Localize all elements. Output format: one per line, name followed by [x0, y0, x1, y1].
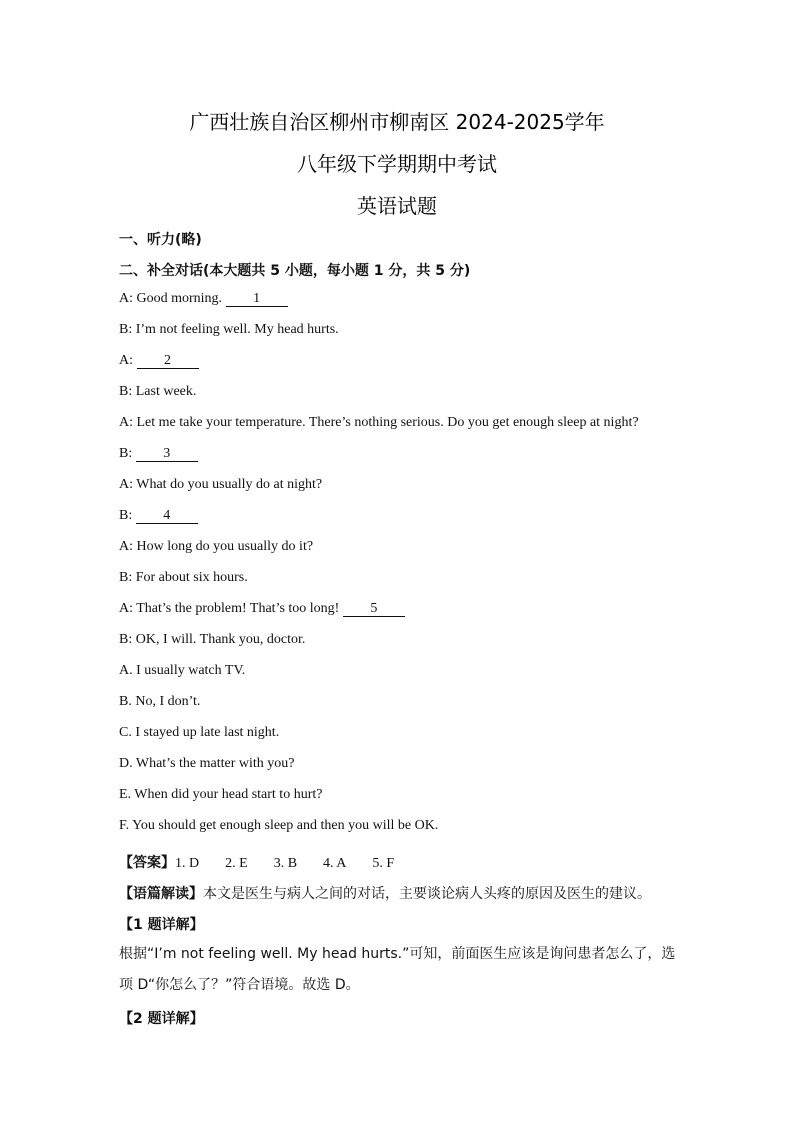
dialogue-line — [119, 384, 196, 400]
option-item: A. I usually watch TV. — [119, 663, 246, 678]
dialogue-speaker: A: — [119, 601, 137, 616]
dialogue-speaker: B: — [119, 446, 136, 461]
dialogue-text: OK, I will. Thank you, doctor. — [135, 632, 306, 647]
answer-item: 5. F — [372, 856, 395, 871]
answer-items — [175, 856, 420, 871]
answer-item: 4. A — [323, 856, 347, 871]
dialogue-text: How long do you usually do it? — [136, 539, 314, 554]
dialogue-line — [119, 632, 305, 648]
dialogue-line — [119, 353, 199, 369]
interpretation-text: 本文是医生与病人之间的对话，主要谈论病人头疼的原因及医生的建议。 — [203, 886, 651, 902]
dialogue-speaker: A: — [119, 477, 137, 492]
section-listening: 一、听力(略) — [119, 232, 202, 248]
answer-row — [119, 852, 420, 872]
dialogue-line — [119, 322, 339, 338]
dialogue-line — [119, 601, 405, 617]
dialogue-speaker: A: — [119, 353, 137, 368]
dialogue-line — [119, 570, 248, 586]
title-line-2: 八年级下学期期中考试 — [297, 152, 497, 176]
answer-item: 3. B — [273, 856, 298, 871]
answer-blank: 3 — [136, 446, 198, 462]
answer-item: 2. E — [225, 856, 248, 871]
dialogue-text: That’s the problem! That’s too long! — [136, 601, 343, 616]
q2-label: 【2 题详解】 — [119, 1011, 204, 1027]
dialogue-speaker: A: — [119, 415, 137, 430]
dialogue-text: Last week. — [135, 384, 197, 399]
dialogue-text: I’m not feeling well. My head hurts. — [135, 322, 339, 337]
answer-blank: 2 — [137, 353, 199, 369]
dialogue-speaker: B: — [119, 570, 136, 585]
dialogue-speaker: A: — [119, 539, 137, 554]
q1-label: 【1 题详解】 — [119, 917, 204, 933]
dialogue-line — [119, 291, 288, 307]
dialogue-speaker: B: — [119, 632, 136, 647]
option-item: C. I stayed up late last night. — [119, 725, 280, 740]
dialogue-line — [119, 446, 198, 462]
answer-item: 1. D — [175, 856, 200, 871]
answer-label: 【答案】 — [119, 855, 175, 871]
option-item: F. You should get enough sleep and then you will be OK. — [119, 818, 439, 833]
answer-blank: 5 — [343, 601, 405, 617]
dialogue-line — [119, 415, 639, 431]
answer-blank: 4 — [136, 508, 198, 524]
dialogue-text: For about six hours. — [135, 570, 248, 585]
option-item: E. When did your head start to hurt? — [119, 787, 323, 802]
title-line-1: 广西壮族自治区柳州市柳南区 2024-2025学年 — [189, 110, 605, 134]
dialogue-text: Let me take your temperature. There’s nothing serious. Do you get enough sleep at night? — [136, 415, 639, 430]
dialogue-speaker: A: — [119, 291, 137, 306]
answer-blank: 1 — [226, 291, 288, 307]
dialogue-text: Good morning. — [136, 291, 226, 306]
dialogue-line — [119, 508, 198, 524]
q1-explanation: 根据“I’m not feeling well. My head hurts.”可知，前面医生应该是询问患者怎么了，选项 D“你怎么了？”符合语境。故选 D。 — [119, 946, 676, 993]
title-line-3: 英语试题 — [357, 194, 437, 218]
dialogue-line — [119, 477, 322, 493]
dialogue-speaker: B: — [119, 384, 136, 399]
option-item: D. What’s the matter with you? — [119, 756, 295, 771]
section-dialogue-heading: 二、补全对话(本大题共 5 小题，每小题 1 分，共 5 分) — [119, 263, 471, 279]
interpretation-row — [119, 883, 651, 903]
dialogue-speaker: B: — [119, 508, 136, 523]
interpretation-label: 【语篇解读】 — [119, 886, 203, 902]
dialogue-line — [119, 539, 313, 555]
dialogue-text: What do you usually do at night? — [136, 477, 323, 492]
dialogue-speaker: B: — [119, 322, 136, 337]
option-item: B. No, I don’t. — [119, 694, 201, 709]
